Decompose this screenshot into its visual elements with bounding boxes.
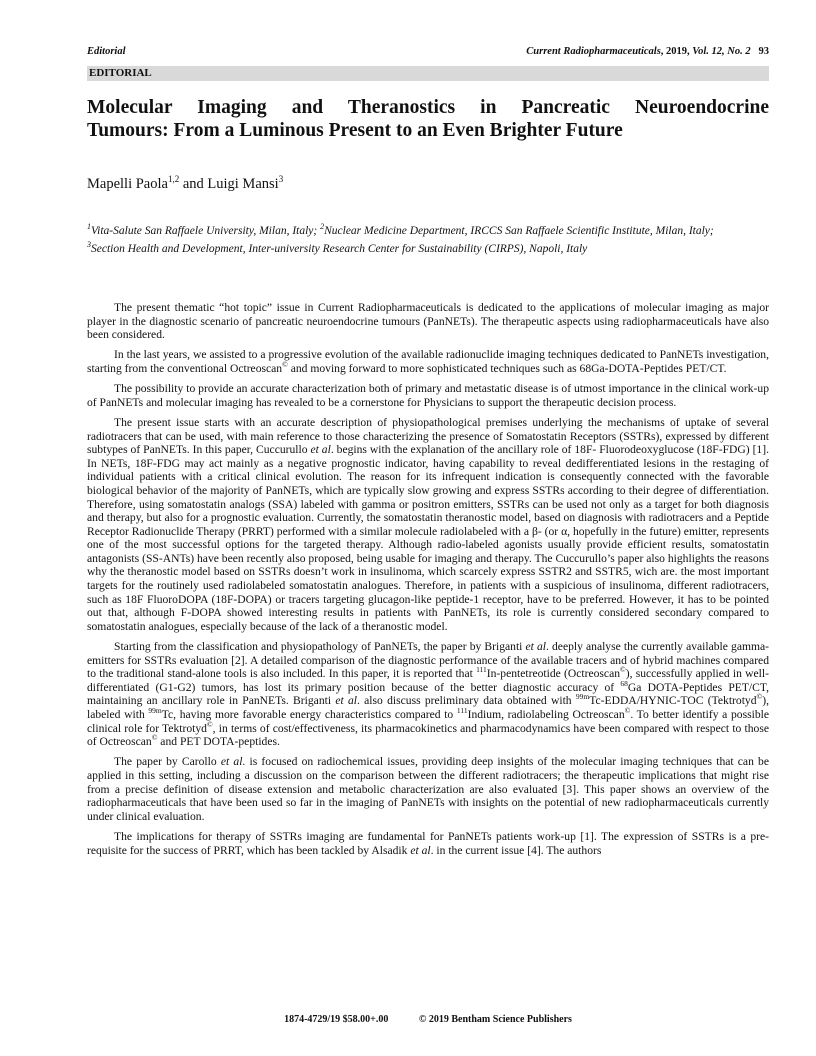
- author-affiliation-sup: 1,2: [167, 174, 180, 184]
- paragraph: [87, 830, 769, 857]
- copyright-sup: ©: [620, 665, 626, 675]
- isotope-sup: 111: [476, 665, 487, 675]
- journal-year: , 2019,: [660, 46, 693, 57]
- text-run: . deeply analyse the currently available gamma-emitters for SSTRs evaluation [2]. A detailed comparison of the diagnostic performance of the available tracers and of hybrid machines compared to the traditional stand-alone tools is also included. In this paper, it is reported that: [87, 640, 770, 681]
- isotope-sup: 99m: [148, 706, 162, 716]
- text-run: . is focused on radiochemical issues, providing deep insights of the molecular imaging techniques that can be applied in this setting, including a discussion on the comparison between the different radiotracers; the therapeutic implications that might rise from a precise definition of disease extension and metabolic characterization are also evaluated [3]. This paper shows an overview of the radiopharmaceuticals that have been used so far in the imaging of PanNETs with insights on the potential of new radiopharmaceuticals currently under clinical evaluation.: [87, 755, 769, 823]
- et-al: et al: [220, 755, 243, 769]
- text-run: and moving forward to more sophisticated techniques such as 68Ga-DOTA-Peptides PET/CT.: [287, 361, 727, 375]
- page-number-gap: [751, 46, 759, 57]
- paragraph: [87, 640, 769, 749]
- section-bar: [87, 66, 769, 81]
- et-al: et al: [525, 640, 546, 654]
- article-title-line-1: Molecular Imaging and Theranostics in Pancreatic Neuroendocrine: [87, 97, 769, 118]
- text-run: ), successfully applied in well-differentiated (G1-G2) tumors, has lost its primary position because of the better diagnostic accuracy of: [87, 667, 769, 694]
- copyright-sup: ©: [624, 706, 631, 716]
- article-body: [87, 301, 769, 864]
- paragraph: [87, 416, 769, 634]
- isotope-sup: 111: [456, 706, 468, 716]
- et-al: et al: [335, 694, 357, 708]
- footer-price: 1874-4729/19 $58.00+.00: [284, 1014, 389, 1025]
- copyright-sup: ©: [151, 733, 158, 743]
- isotope-sup: 68: [620, 678, 628, 688]
- journal-name: Current Radiopharmaceuticals: [526, 46, 661, 57]
- running-head: [87, 46, 769, 60]
- running-head-section: Editorial: [87, 46, 126, 57]
- paragraph: The possibility to provide an accurate characterization both of primary and metastatic disease is of utmost importance in the clinical work-up of PanNETs and molecular imaging has revealed to be a cornerstone for Physicians to support the therapeutic decision process.: [87, 382, 769, 409]
- text-run: Ga DOTA-Peptides PET/CT, maintaining an ancillary role in PanNETs. Briganti: [87, 680, 769, 708]
- affiliation-sup: 2: [320, 222, 325, 231]
- text-run: . begins with the explanation of the ancillary role of 18F- Fluorodeoxyglucose (18F-FDG) [1]. In NETs, 18F-FDG may act mainly as a negative prognostic indicator, having capability to reveal dedifferentiated lesions in the restaging of individual patients with a critical clinical evolution. The reason for its infrequent indication is consequently connected with the favorable biological behavior of the majority of PanNETs, which are typically slow growing and express SSTRs according to their degree of differentiation. Therefore, using somatostatin analogs (SSA) labeled with gamma or positron emitters, SSTRs can be used not only as a target for both diagnosis and therapy, but also for a prognostic evaluation. Currently, the somatostatin theranostic model, based on diagnosis with radiotracers and a Peptide Receptor Radionuclide Therapy (PRRT) performed with a similar molecule radiolabeled with a β- (or α, hopefully in the future) emitter, represents one of the most successful options for the targeted therapy. Although radio-labeled agonists usually provide efficient results, somatostatin antagonists (SS-ANTs) have been recently also proposed, being usable for imaging and therapy. The Cuccurullo’s paper also highlights the reasons why the theranostic model based on SSTRs doesn’t work in insulinoma, which scarcely express SSTR2 and SSTR5, wich are. the most important targets for the routinely used radiolabeled somatostatin analogues. Therefore, in patients with a suspicious of insulinoma, different radiotracers, such as 18F FluoroDOPA (18F-DOPA) or tracers targeting glucagon-like peptide-1 receptor, have to be preferred. However, it has to be pointed out that, although F-DOPA showed interesting results in patients with PanNETs, its role is currently considered secondary compared to somatostatin analogues, especially because of the lack of a theranostic model.: [87, 443, 769, 633]
- running-head-citation: [526, 46, 769, 57]
- affiliation-text: Nuclear Medicine Department, IRCCS San Raffaele Scientific Institute, Milan, Italy;: [324, 224, 714, 237]
- paragraph: The present thematic “hot topic” issue in Current Radiopharmaceuticals is dedicated to the applications of molecular imaging as major player in the diagnostic scenario of pancreatic neuroendocrine tumours (PanNETs). The therapeutic aspects using radiopharmaceuticals have also been considered.: [87, 301, 769, 342]
- author-affiliation-sup: 3: [278, 174, 284, 184]
- text-run: In-pentetreotide (Octreoscan: [486, 667, 621, 681]
- author-name: Luigi Mansi: [207, 175, 279, 192]
- paragraph: [87, 755, 769, 823]
- et-al: et al: [410, 843, 431, 857]
- text-run: . To better identify a possible clinical role for Tektrotyd: [87, 708, 769, 735]
- text-run: , in terms of cost/effectiveness, its pharmacokinetics and pharmacodynamics have been compared with respect to those of Octreoscan: [87, 721, 769, 749]
- affiliation-sup: 1: [87, 222, 91, 231]
- copyright-sup: ©: [206, 719, 213, 729]
- text-run: The paper by Carollo: [114, 755, 221, 769]
- et-al: et al: [310, 443, 331, 457]
- author-name: Mapelli Paola: [87, 175, 168, 192]
- text-run: . in the current issue [4]. The authors: [430, 843, 602, 857]
- text-run: In the last years, we assisted to a progressive evolution of the available radionuclide imaging techniques dedicated to PanNETs investigation, starting from the conventional Octreoscan: [87, 348, 769, 375]
- page-footer: [87, 1014, 769, 1025]
- footer-copyright: © 2019 Bentham Science Publishers: [418, 1014, 572, 1025]
- text-run: The present issue starts with an accurate description of physiopathological premises underlying the mechanisms of uptake of several radiotracers that can be used, with main reference to those characterizing the presence of Somatostatin Receptors (SSTRs), expressed by different subtypes of PanNETs. In this paper, Cuccurullo: [87, 415, 769, 457]
- text-run: Starting from the classification and physiopathology of PanNETs, the paper by Briganti: [114, 640, 526, 654]
- author-list: [87, 174, 283, 193]
- text-run: Tc-EDDA/HYNIC-TOC (Tektrotyd: [589, 694, 757, 708]
- affiliations: [87, 220, 737, 257]
- affiliation-text: Section Health and Development, Inter-university Research Center for Sustainability (CIRPS), Napoli, Italy: [91, 243, 588, 256]
- copyright-sup: ©: [756, 692, 763, 702]
- page-number: 93: [758, 46, 769, 57]
- article-title-line-2: Tumours: From a Luminous Present to an Even Brighter Future: [87, 120, 623, 141]
- text-run: Indium, radiolabeling Octreoscan: [467, 708, 625, 721]
- journal-volume: Vol. 12, No. 2: [692, 46, 751, 57]
- affiliation-text: Vita-Salute San Raffaele University, Milan, Italy;: [91, 224, 321, 237]
- text-run: The implications for therapy of SSTRs imaging are fundamental for PanNETs patients work-up [1]. The expression of SSTRs is a pre-requisite for the success of PRRT, which has been tackled by Alsadik: [87, 829, 769, 857]
- affiliation-sup: 3: [87, 240, 91, 250]
- text-run: . also discuss preliminary data obtained with: [356, 694, 576, 708]
- isotope-sup: 99m: [575, 692, 590, 702]
- author-connector: and: [179, 175, 208, 192]
- text-run: and PET DOTA-peptides.: [157, 735, 280, 749]
- paragraph: [87, 348, 769, 375]
- article-title: [87, 96, 769, 142]
- section-bar-label: EDITORIAL: [89, 67, 152, 79]
- text-run: Tc, having more favorable energy characteristics compared to: [161, 708, 457, 721]
- text-run: ), labeled with: [87, 694, 769, 721]
- copyright-sup: ©: [282, 360, 288, 370]
